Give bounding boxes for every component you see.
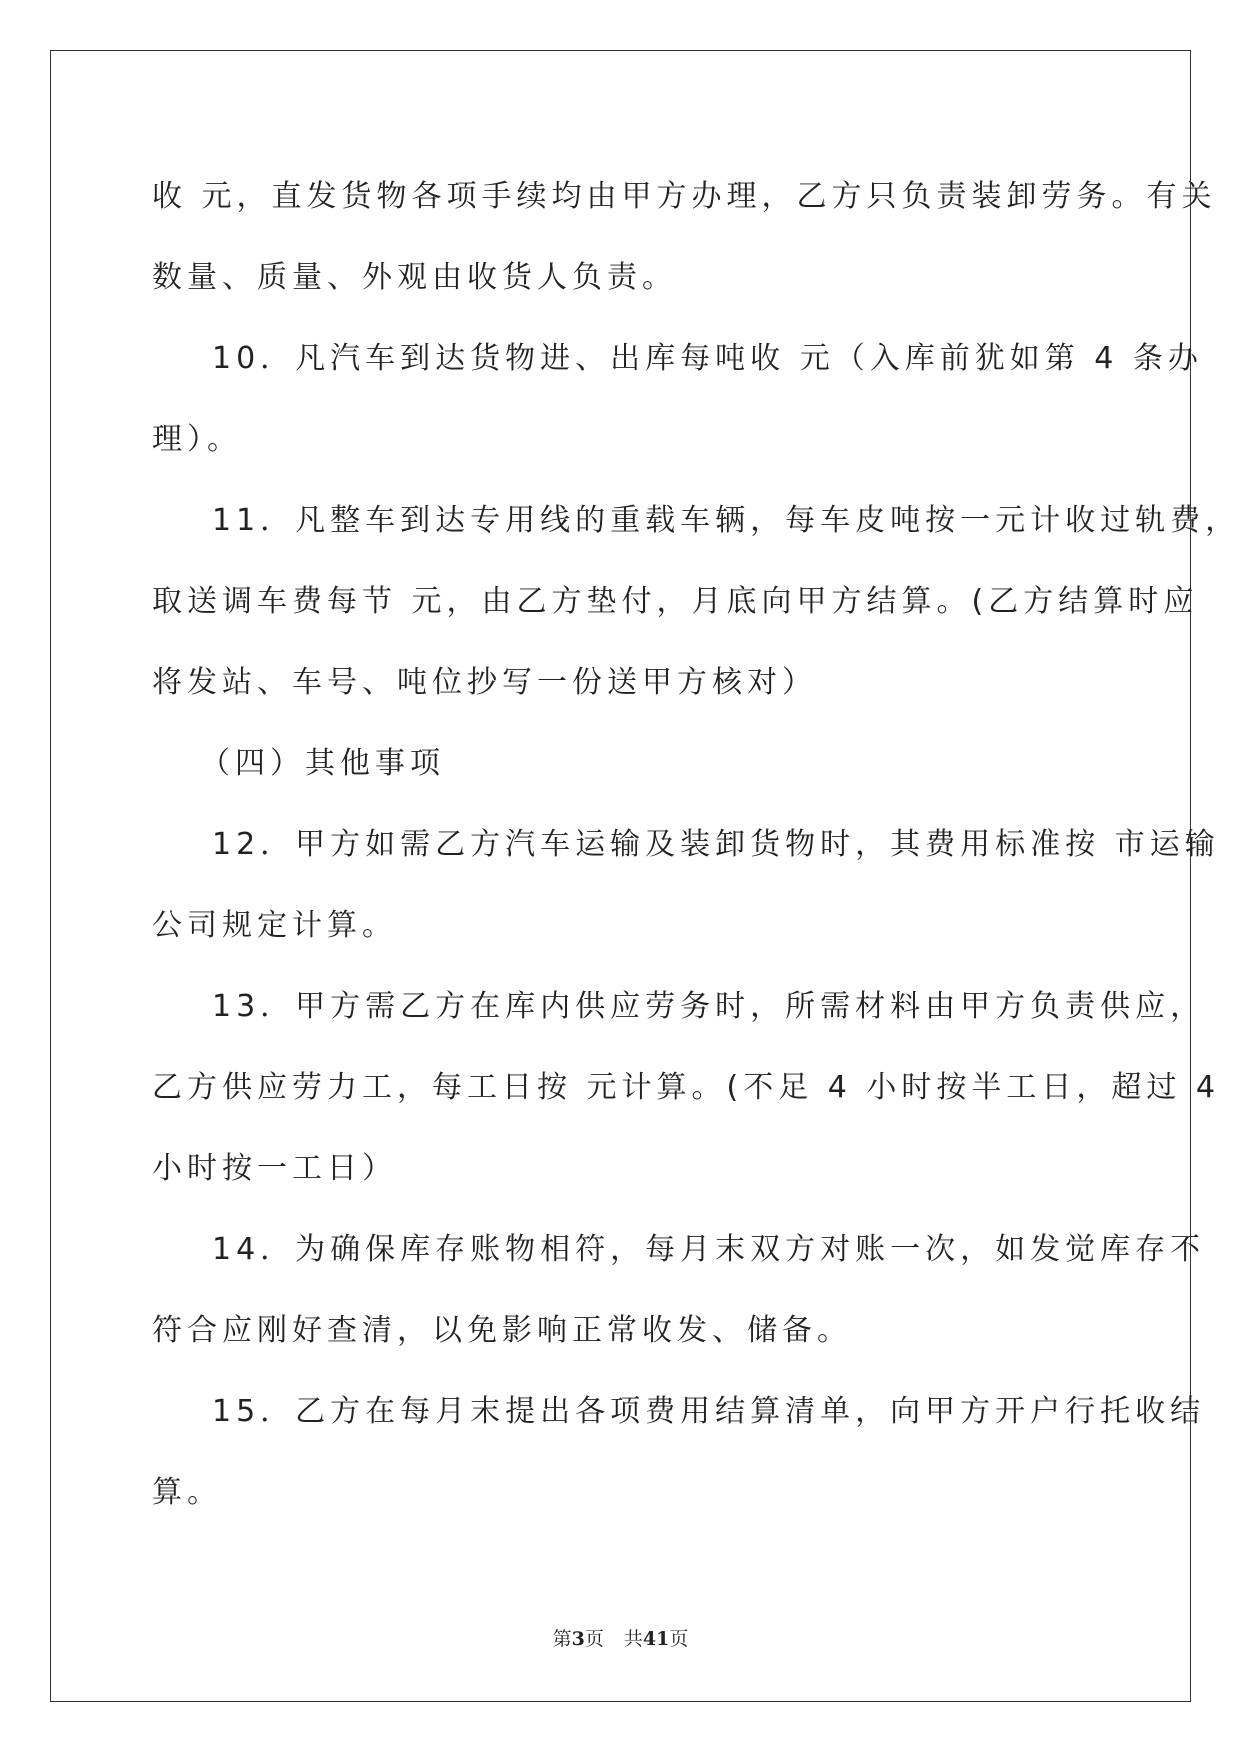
page-number: 3 [571,1628,585,1650]
total-prefix: 共 [623,1628,643,1650]
total-suffix: 页 [669,1628,689,1650]
section-heading-other-matters: （四）其他事项 [200,746,445,781]
clause-10-line-1: 10．凡汽车到达货物进、出库每吨收 元（入库前犹如第 4 条办 [212,341,1203,376]
clause-11-line-1: 11．凡整车到达专用线的重载车辆，每车皮吨按一元计收过轨费， [212,503,1241,538]
clause-14-line-1: 14．为确保库存账物相符，每月末双方对账一次，如发觉库存不 [212,1232,1206,1267]
page-footer [0,1624,1241,1651]
text-line: 收 元，直发货物各项手续均由甲方办理，乙方只负责装卸劳务。有关 [152,179,1217,214]
clause-15-line-1: 15．乙方在每月末提出各项费用结算清单，向甲方开户行托收结 [212,1394,1206,1429]
document-body [152,156,1241,1533]
clause-10-line-2: 理）。 [152,422,242,457]
clause-13-line-2: 乙方供应劳力工，每工日按 元计算。(不足 4 小时按半工日，超过 4 [152,1070,1221,1105]
clause-11-line-2: 取送调车费每节 元，由乙方垫付，月底向甲方结算。(乙方结算时应 [152,584,1199,619]
clause-13-line-3: 小时按一工日） [152,1151,397,1186]
clause-12-line-2: 公司规定计算。 [152,908,397,943]
page-prefix: 第 [552,1628,572,1650]
clause-15-line-2: 算。 [152,1475,222,1510]
page-suffix: 页 [584,1628,604,1650]
clause-14-line-2: 符合应刚好查清，以免影响正常收发、储备。 [152,1313,852,1348]
clause-11-line-3: 将发站、车号、吨位抄写一份送甲方核对） [152,665,817,700]
total-pages: 41 [642,1628,670,1650]
clause-12-line-1: 12．甲方如需乙方汽车运输及装卸货物时，其费用标准按 市运输 [212,827,1220,862]
text-line: 数量、质量、外观由收货人负责。 [152,260,677,295]
clause-13-line-1: 13．甲方需乙方在库内供应劳务时，所需材料由甲方负责供应， [212,989,1206,1024]
